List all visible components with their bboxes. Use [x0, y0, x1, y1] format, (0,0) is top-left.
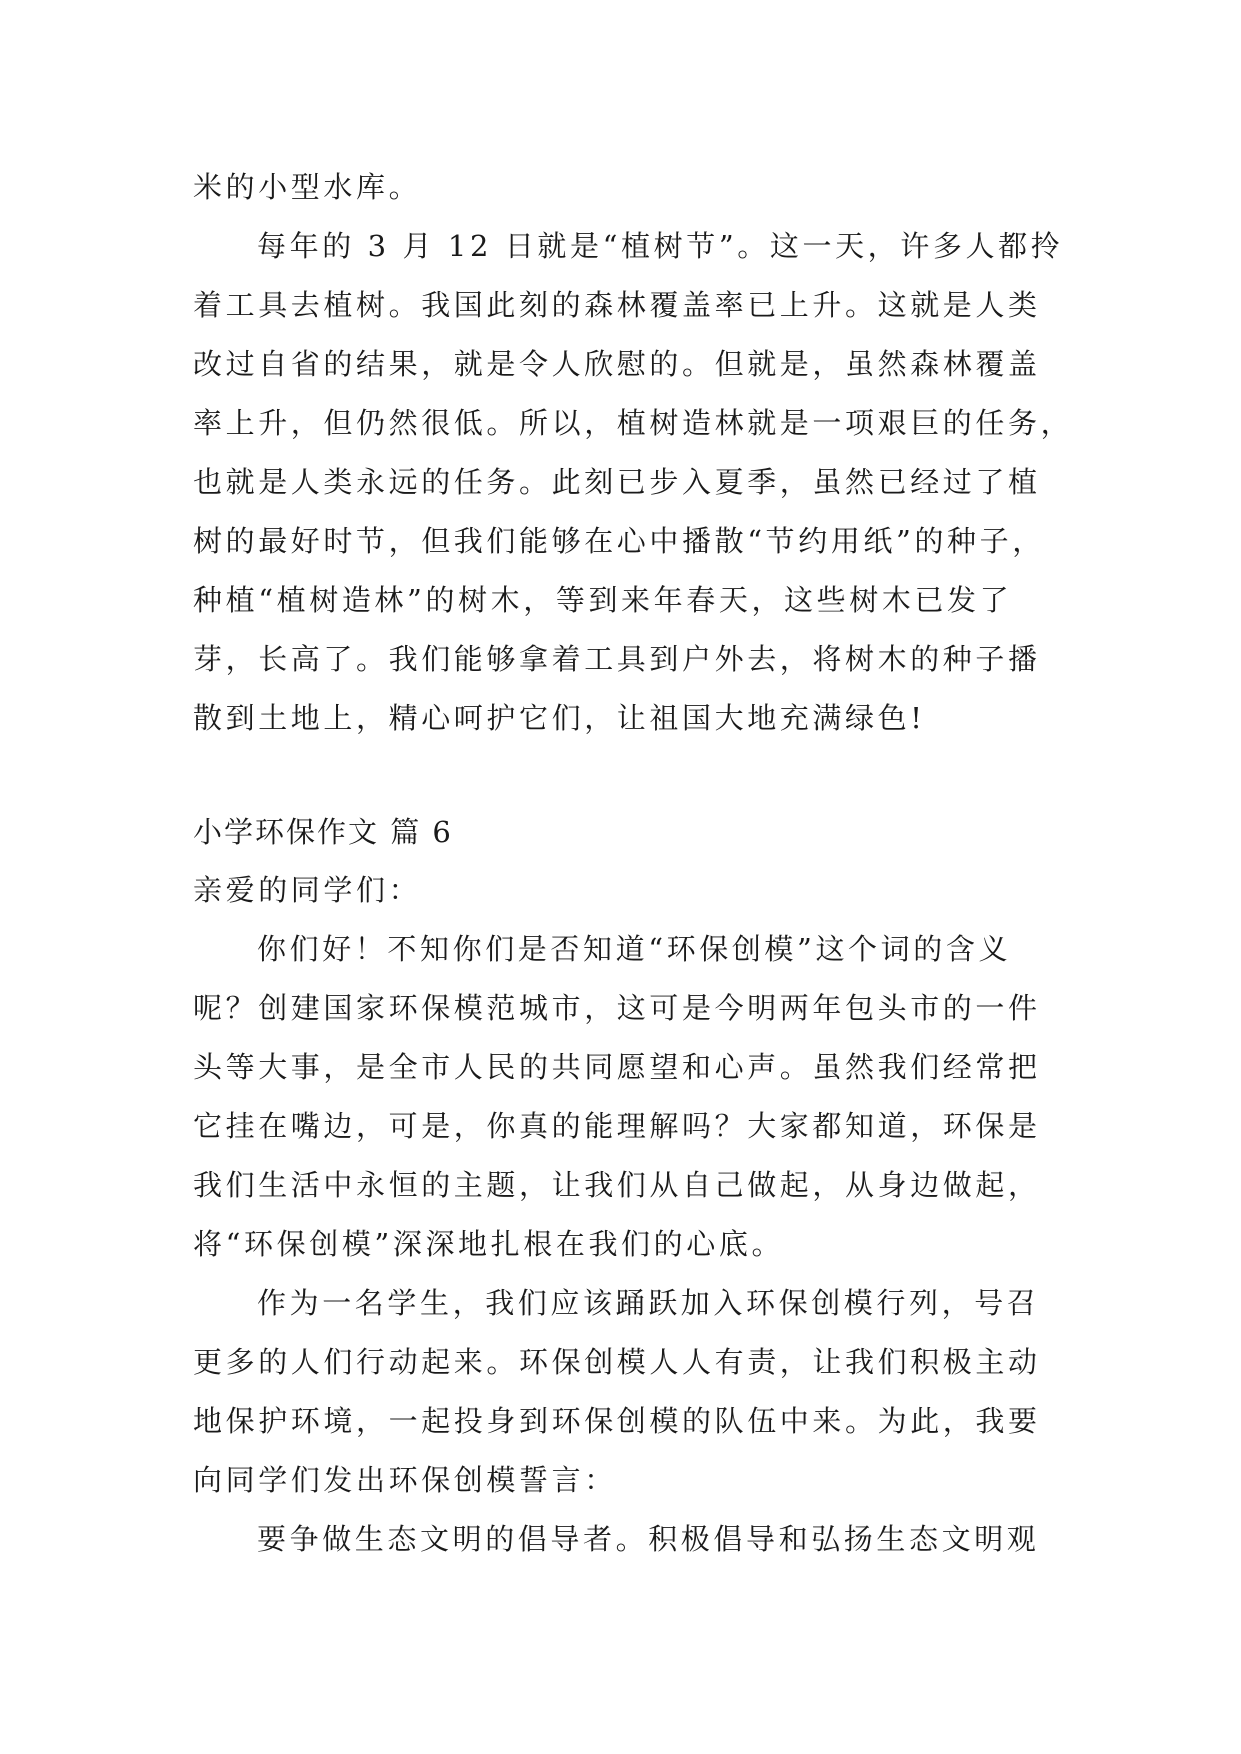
text-line: 散到土地上，精心呵护它们，让祖国大地充满绿色! [193, 701, 926, 735]
text-line: 每年的 3 月 12 日就是“植树节”。这一天，许多人都拎 [257, 229, 1064, 263]
text-line: 它挂在嘴边，可是，你真的能理解吗？大家都知道，环保是 [193, 1109, 1041, 1143]
text-line: 呢？创建国家环保模范城市，这可是今明两年包头市的一件 [193, 991, 1041, 1025]
document-body [193, 158, 1074, 1569]
paragraph [193, 1274, 1058, 1510]
text-line: 地保护环境，一起投身到环保创模的队伍中来。为此，我要 [193, 1404, 1041, 1438]
text-line: 将“环保创模”深深地扎根在我们的心底。 [193, 1227, 785, 1261]
section-spacer [193, 748, 1058, 804]
section-heading: 小学环保作文 篇 6 [193, 815, 453, 849]
text-line: 我们生活中永恒的主题，让我们从自己做起，从身边做起， [193, 1168, 1041, 1202]
paragraph [193, 217, 1074, 748]
greeting-line: 亲爱的同学们： [193, 873, 422, 907]
text-line: 米的小型水库。 [193, 170, 422, 204]
paragraph [193, 158, 1058, 217]
text-line: 你们好！不知你们是否知道“环保创模”这个词的含义 [257, 932, 1012, 966]
text-line: 作为一名学生，我们应该踊跃加入环保创模行列，号召 [257, 1286, 1040, 1320]
text-line: 种植“植树造林”的树木，等到来年春天，这些树木已发了 [193, 583, 1013, 617]
text-line: 改过自省的结果，就是令人欣慰的。但就是，虽然森林覆盖 [193, 347, 1041, 381]
text-line: 更多的人们行动起来。环保创模人人有责，让我们积极主动 [193, 1345, 1041, 1379]
paragraph [193, 1510, 1058, 1569]
text-line: 芽，长高了。我们能够拿着工具到户外去，将树木的种子播 [193, 642, 1041, 676]
text-line: 头等大事，是全市人民的共同愿望和心声。虽然我们经常把 [193, 1050, 1041, 1084]
text-line: 率上升，但仍然很低。所以，植树造林就是一项艰巨的任务， [193, 406, 1074, 440]
paragraph [193, 920, 1058, 1274]
text-line: 树的最好时节，但我们能够在心中播散“节约用纸”的种子， [193, 524, 1045, 558]
text-line: 也就是人类永远的任务。此刻已步入夏季，虽然已经过了植 [193, 465, 1041, 499]
text-line: 着工具去植树。我国此刻的森林覆盖率已上升。这就是人类 [193, 288, 1041, 322]
text-line: 向同学们发出环保创模誓言： [193, 1463, 617, 1497]
text-line: 要争做生态文明的倡导者。积极倡导和弘扬生态文明观 [257, 1522, 1040, 1556]
